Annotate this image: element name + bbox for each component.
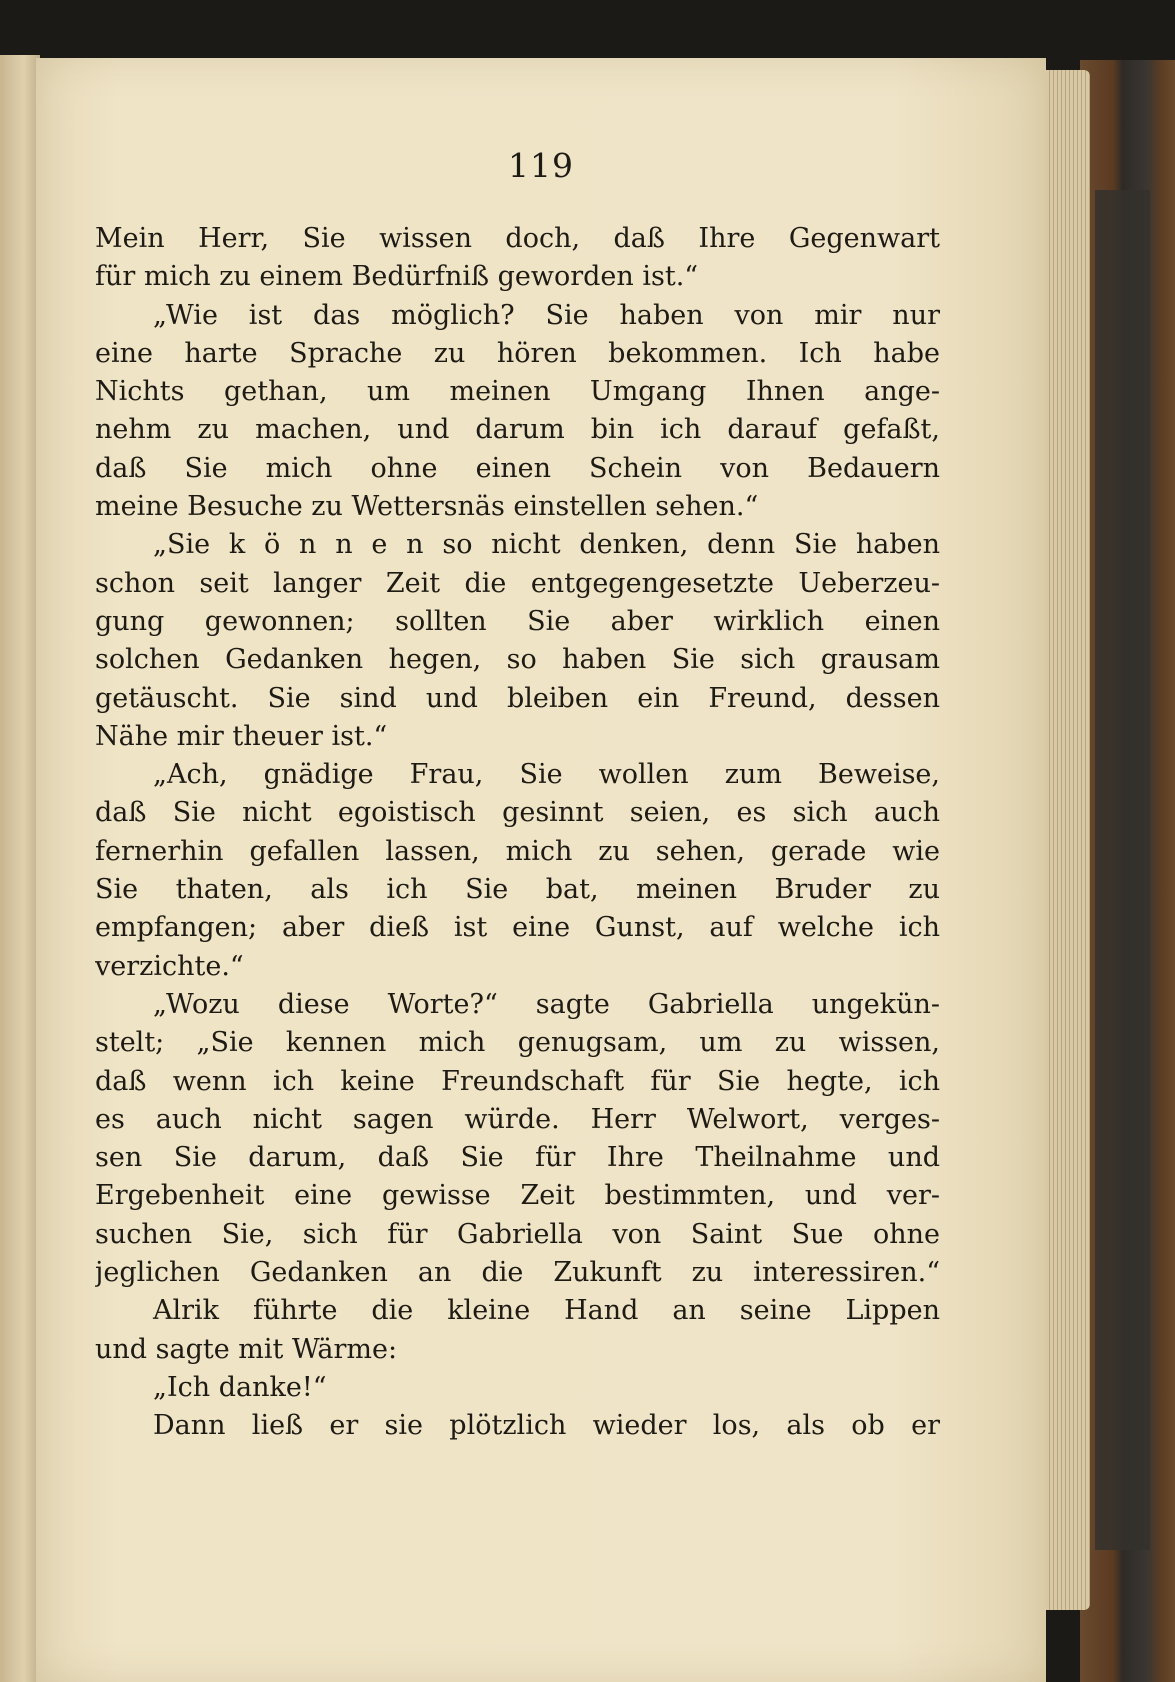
text-line: verzichte.“ — [95, 950, 244, 982]
text-line: „Wie ist das möglich? Sie haben von mir nur — [153, 299, 940, 331]
text-line: meine Besuche zu Wettersnäs einstellen sehen.“ — [95, 491, 759, 523]
text-line: solchen Gedanken hegen, so haben Sie sich grausam — [95, 644, 940, 676]
text-line: getäuscht. Sie sind und bleiben ein Freund, dessen — [95, 682, 940, 714]
text-line: stelt; „Sie kennen mich genugsam, um zu wissen, — [95, 1027, 940, 1059]
body-text — [95, 220, 940, 1446]
page-number: 119 — [508, 146, 574, 185]
text-line: nehm zu machen, und darum bin ich darauf gefaßt, — [95, 414, 940, 446]
text-line: Dann ließ er sie plötzlich wieder los, als ob er — [153, 1410, 940, 1442]
text-line: schon seit langer Zeit die entgegengesetzte Ueberzeu- — [95, 567, 940, 599]
facing-page-edge — [0, 55, 40, 1682]
book-spine-strip — [1095, 190, 1150, 1550]
text-line: gung gewonnen; sollten Sie aber wirklich einen — [95, 605, 940, 637]
book-page — [36, 58, 1046, 1682]
text-line: „Sie k ö n n e n so nicht denken, denn Sie haben — [153, 529, 940, 561]
text-line: Nichts gethan, um meinen Umgang Ihnen ange- — [95, 376, 940, 408]
text-line: „Ich danke!“ — [153, 1371, 327, 1403]
text-line: Sie thaten, als ich Sie bat, meinen Bruder zu — [95, 874, 940, 906]
text-line: daß wenn ich keine Freundschaft für Sie hegte, ich — [95, 1065, 940, 1097]
text-line: eine harte Sprache zu hören bekommen. Ich habe — [95, 337, 940, 369]
text-line: „Wozu diese Worte?“ sagte Gabriella ungekün- — [153, 988, 940, 1020]
text-line: für mich zu einem Bedürfniß geworden ist.“ — [95, 261, 699, 293]
text-line: Alrik führte die kleine Hand an seine Lippen — [153, 1295, 940, 1327]
text-line: es auch nicht sagen würde. Herr Welwort, verges- — [95, 1103, 940, 1135]
text-line: Ergebenheit eine gewisse Zeit bestimmten, und ver- — [95, 1180, 940, 1212]
text-line: Nähe mir theuer ist.“ — [95, 720, 388, 752]
text-line: „Ach, gnädige Frau, Sie wollen zum Beweise, — [153, 759, 940, 791]
text-line: Mein Herr, Sie wissen doch, daß Ihre Gegenwart — [95, 223, 940, 254]
text-line: daß Sie nicht egoistisch gesinnt seien, es sich auch — [95, 797, 940, 829]
text-line: daß Sie mich ohne einen Schein von Bedauern — [95, 452, 940, 484]
text-line: jeglichen Gedanken an die Zukunft zu interessiren.“ — [95, 1257, 940, 1289]
text-line: suchen Sie, sich für Gabriella von Saint Sue ohne — [95, 1218, 940, 1250]
text-line: empfangen; aber dieß ist eine Gunst, auf welche ich — [95, 912, 940, 944]
text-line: sen Sie darum, daß Sie für Ihre Theilnahme und — [95, 1142, 940, 1174]
text-line: und sagte mit Wärme: — [95, 1333, 398, 1365]
text-line: fernerhin gefallen lassen, mich zu sehen, gerade wie — [95, 835, 940, 867]
